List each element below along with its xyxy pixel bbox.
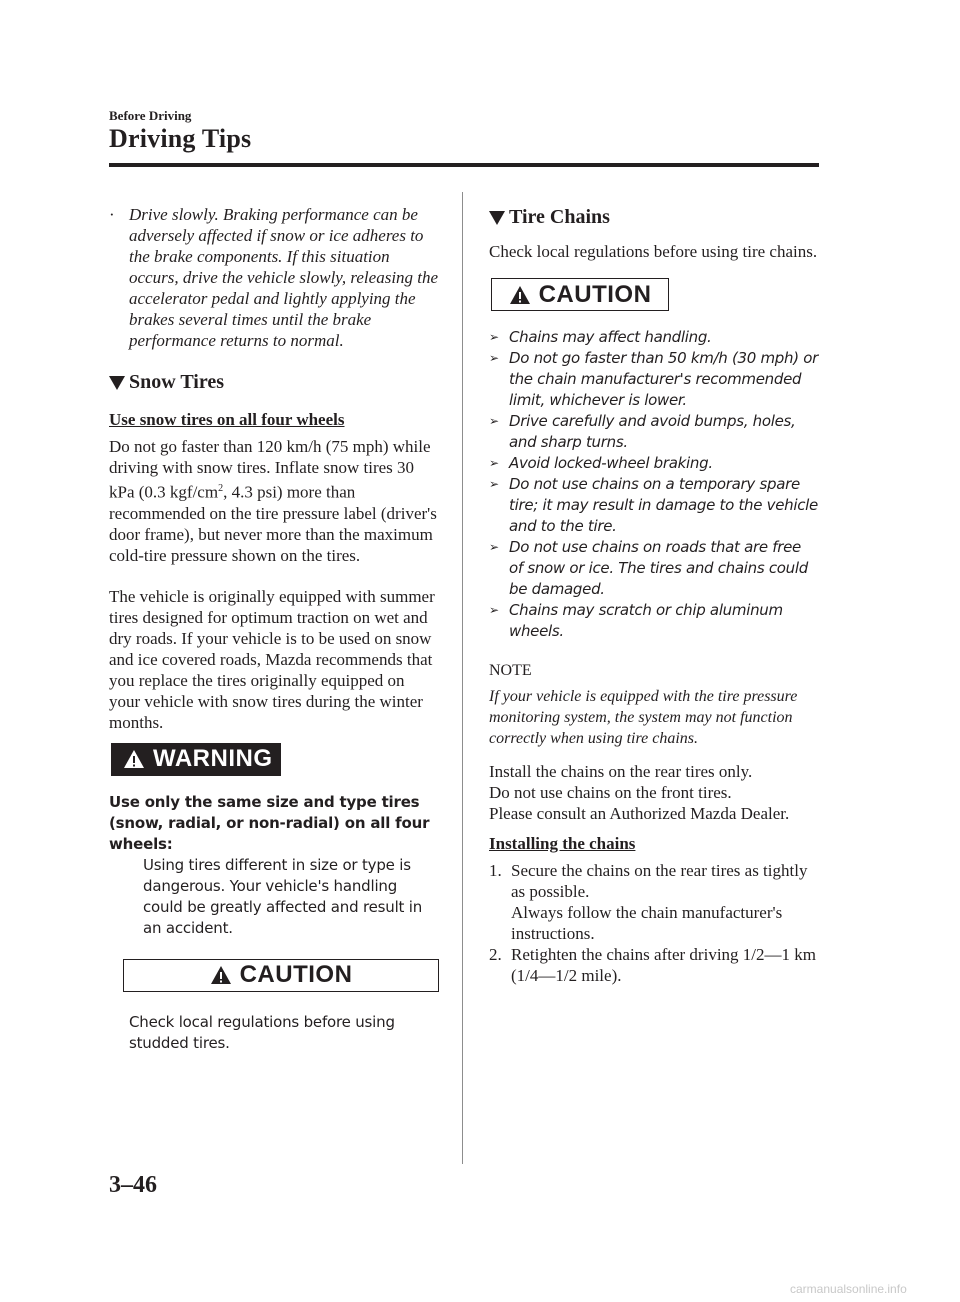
arrow-right-icon: ➢ xyxy=(489,477,499,491)
caution-item-text: Do not go faster than 50 km/h (30 mph) or the chain manufacturer's recommended limit, whichever is lower. xyxy=(509,349,818,409)
caution-item-text: Chains may scratch or chip aluminum wheels. xyxy=(509,601,783,640)
warning-bold-text: Use only the same size and type tires (snow, radial, or non-radial) on all four wheels: xyxy=(109,792,430,853)
arrow-right-icon: ➢ xyxy=(489,351,499,365)
bullet-text: Drive slowly. Braking performance can be adversely affected if snow or ice adheres to the brake components. If this situation occurs, drive the vehicle slowly, releasing the accelerator pedal and lightly applying the brakes several times until the brake performance returns to normal. xyxy=(129,205,439,350)
list-item xyxy=(489,327,819,348)
list-item xyxy=(489,474,819,537)
step-extra: Always follow the chain manufacturer's instructions. xyxy=(511,903,783,943)
triangle-down-icon xyxy=(489,211,505,225)
right-column xyxy=(489,206,819,986)
note-text: If your vehicle is equipped with the tire pressure monitoring system, the system may not function correctly when using tire chains. xyxy=(489,688,798,747)
caution-triangle-icon xyxy=(210,965,232,985)
install-line-1: Install the chains on the rear tires only. xyxy=(489,762,753,781)
arrow-right-icon: ➢ xyxy=(489,540,499,554)
list-item xyxy=(489,537,819,600)
install-steps xyxy=(489,860,819,986)
step-text: Retighten the chains after driving 1/2—1 km (1/4—1/2 mile). xyxy=(511,945,816,985)
snow-tires-subheading: Use snow tires on all four wheels xyxy=(109,410,345,429)
caution-item-text: Chains may affect handling. xyxy=(509,328,712,346)
warning-header xyxy=(109,743,439,776)
bullet-dot-icon: · xyxy=(109,205,115,224)
left-column xyxy=(109,204,439,1054)
step-number: 1. xyxy=(489,861,502,880)
list-item xyxy=(489,600,819,642)
warning-triangle-icon xyxy=(123,749,145,769)
caution-item-text: Do not use chains on a temporary spare tire; it may result in damage to the vehicle and to the tire. xyxy=(509,475,818,535)
section-label: Before Driving xyxy=(109,108,192,123)
tire-chains-heading xyxy=(489,206,819,229)
warning-badge xyxy=(111,743,281,776)
caution-badge-left xyxy=(123,959,439,992)
page-title: Driving Tips xyxy=(109,124,252,153)
snow-tires-paragraph-1 xyxy=(109,436,439,566)
snow-para1-part2: , 4.3 psi) more than recommended on the tire pressure label (driver's door frame), but never more than the maximum cold-tire pressure shown on the tires. xyxy=(109,482,437,565)
arrow-right-icon: ➢ xyxy=(489,456,499,470)
tire-chains-intro: Check local regulations before using tire chains. xyxy=(489,242,818,261)
caution-badge-right xyxy=(491,278,669,311)
list-item xyxy=(489,348,819,411)
install-line-2: Do not use chains on the front tires. xyxy=(489,783,732,802)
caution-item-text: Avoid locked-wheel braking. xyxy=(509,454,713,472)
caution-item-text: Do not use chains on roads that are free of snow or ice. The tires and chains could be damaged. xyxy=(509,538,808,598)
column-divider xyxy=(462,192,463,1164)
install-line-3: Please consult an Authorized Mazda Dealer. xyxy=(489,804,790,823)
note-label: NOTE xyxy=(489,662,532,679)
step-number: 2. xyxy=(489,945,502,964)
superscript: 2 xyxy=(218,483,224,494)
step-text: Secure the chains on the rear tires as tightly as possible. xyxy=(511,861,808,901)
arrow-right-icon: ➢ xyxy=(489,330,499,344)
warning-body-text: Using tires different in size or type is dangerous. Your vehicle's handling could be greatly affected and result in an accident. xyxy=(143,855,423,937)
caution-label-right: CAUTION xyxy=(538,280,652,308)
driving-bullet xyxy=(109,204,439,351)
caution-item-text: Drive carefully and avoid bumps, holes, and sharp turns. xyxy=(509,412,796,451)
caution-triangle-icon xyxy=(509,285,531,305)
arrow-right-icon: ➢ xyxy=(489,414,499,428)
page-number: 3–46 xyxy=(109,1172,157,1198)
caution-body-left: Check local regulations before using studded tires. xyxy=(129,1012,395,1052)
caution-label-left: CAUTION xyxy=(239,961,353,989)
header-rule xyxy=(109,163,819,167)
watermark: carmanualsonline.info xyxy=(790,1282,907,1296)
list-item xyxy=(489,411,819,453)
snow-tires-heading xyxy=(109,371,439,394)
install-info xyxy=(489,761,819,824)
list-item xyxy=(489,860,819,944)
list-item xyxy=(489,944,819,986)
warning-label: WARNING xyxy=(153,745,273,773)
installing-chains-heading: Installing the chains xyxy=(489,834,636,853)
list-item xyxy=(489,453,819,474)
snow-tires-paragraph-2: The vehicle is originally equipped with summer tires designed for optimum traction on wet and dry roads. If your vehicle is to be used on snow and ice covered roads, Mazda recommends that you replace the tires originally equipped on your vehicle with snow tires during the winter months. xyxy=(109,586,435,732)
arrow-right-icon: ➢ xyxy=(489,603,499,617)
caution-list xyxy=(489,327,819,642)
snow-tires-title: Snow Tires xyxy=(129,371,225,393)
snow-para1-part1: Do not go faster than 120 km/h (75 mph) while driving with snow tires. Inflate snow tires 30 kPa (0.3 kgf/cm xyxy=(109,437,431,502)
triangle-down-icon xyxy=(109,376,125,390)
tire-chains-title: Tire Chains xyxy=(509,206,610,228)
